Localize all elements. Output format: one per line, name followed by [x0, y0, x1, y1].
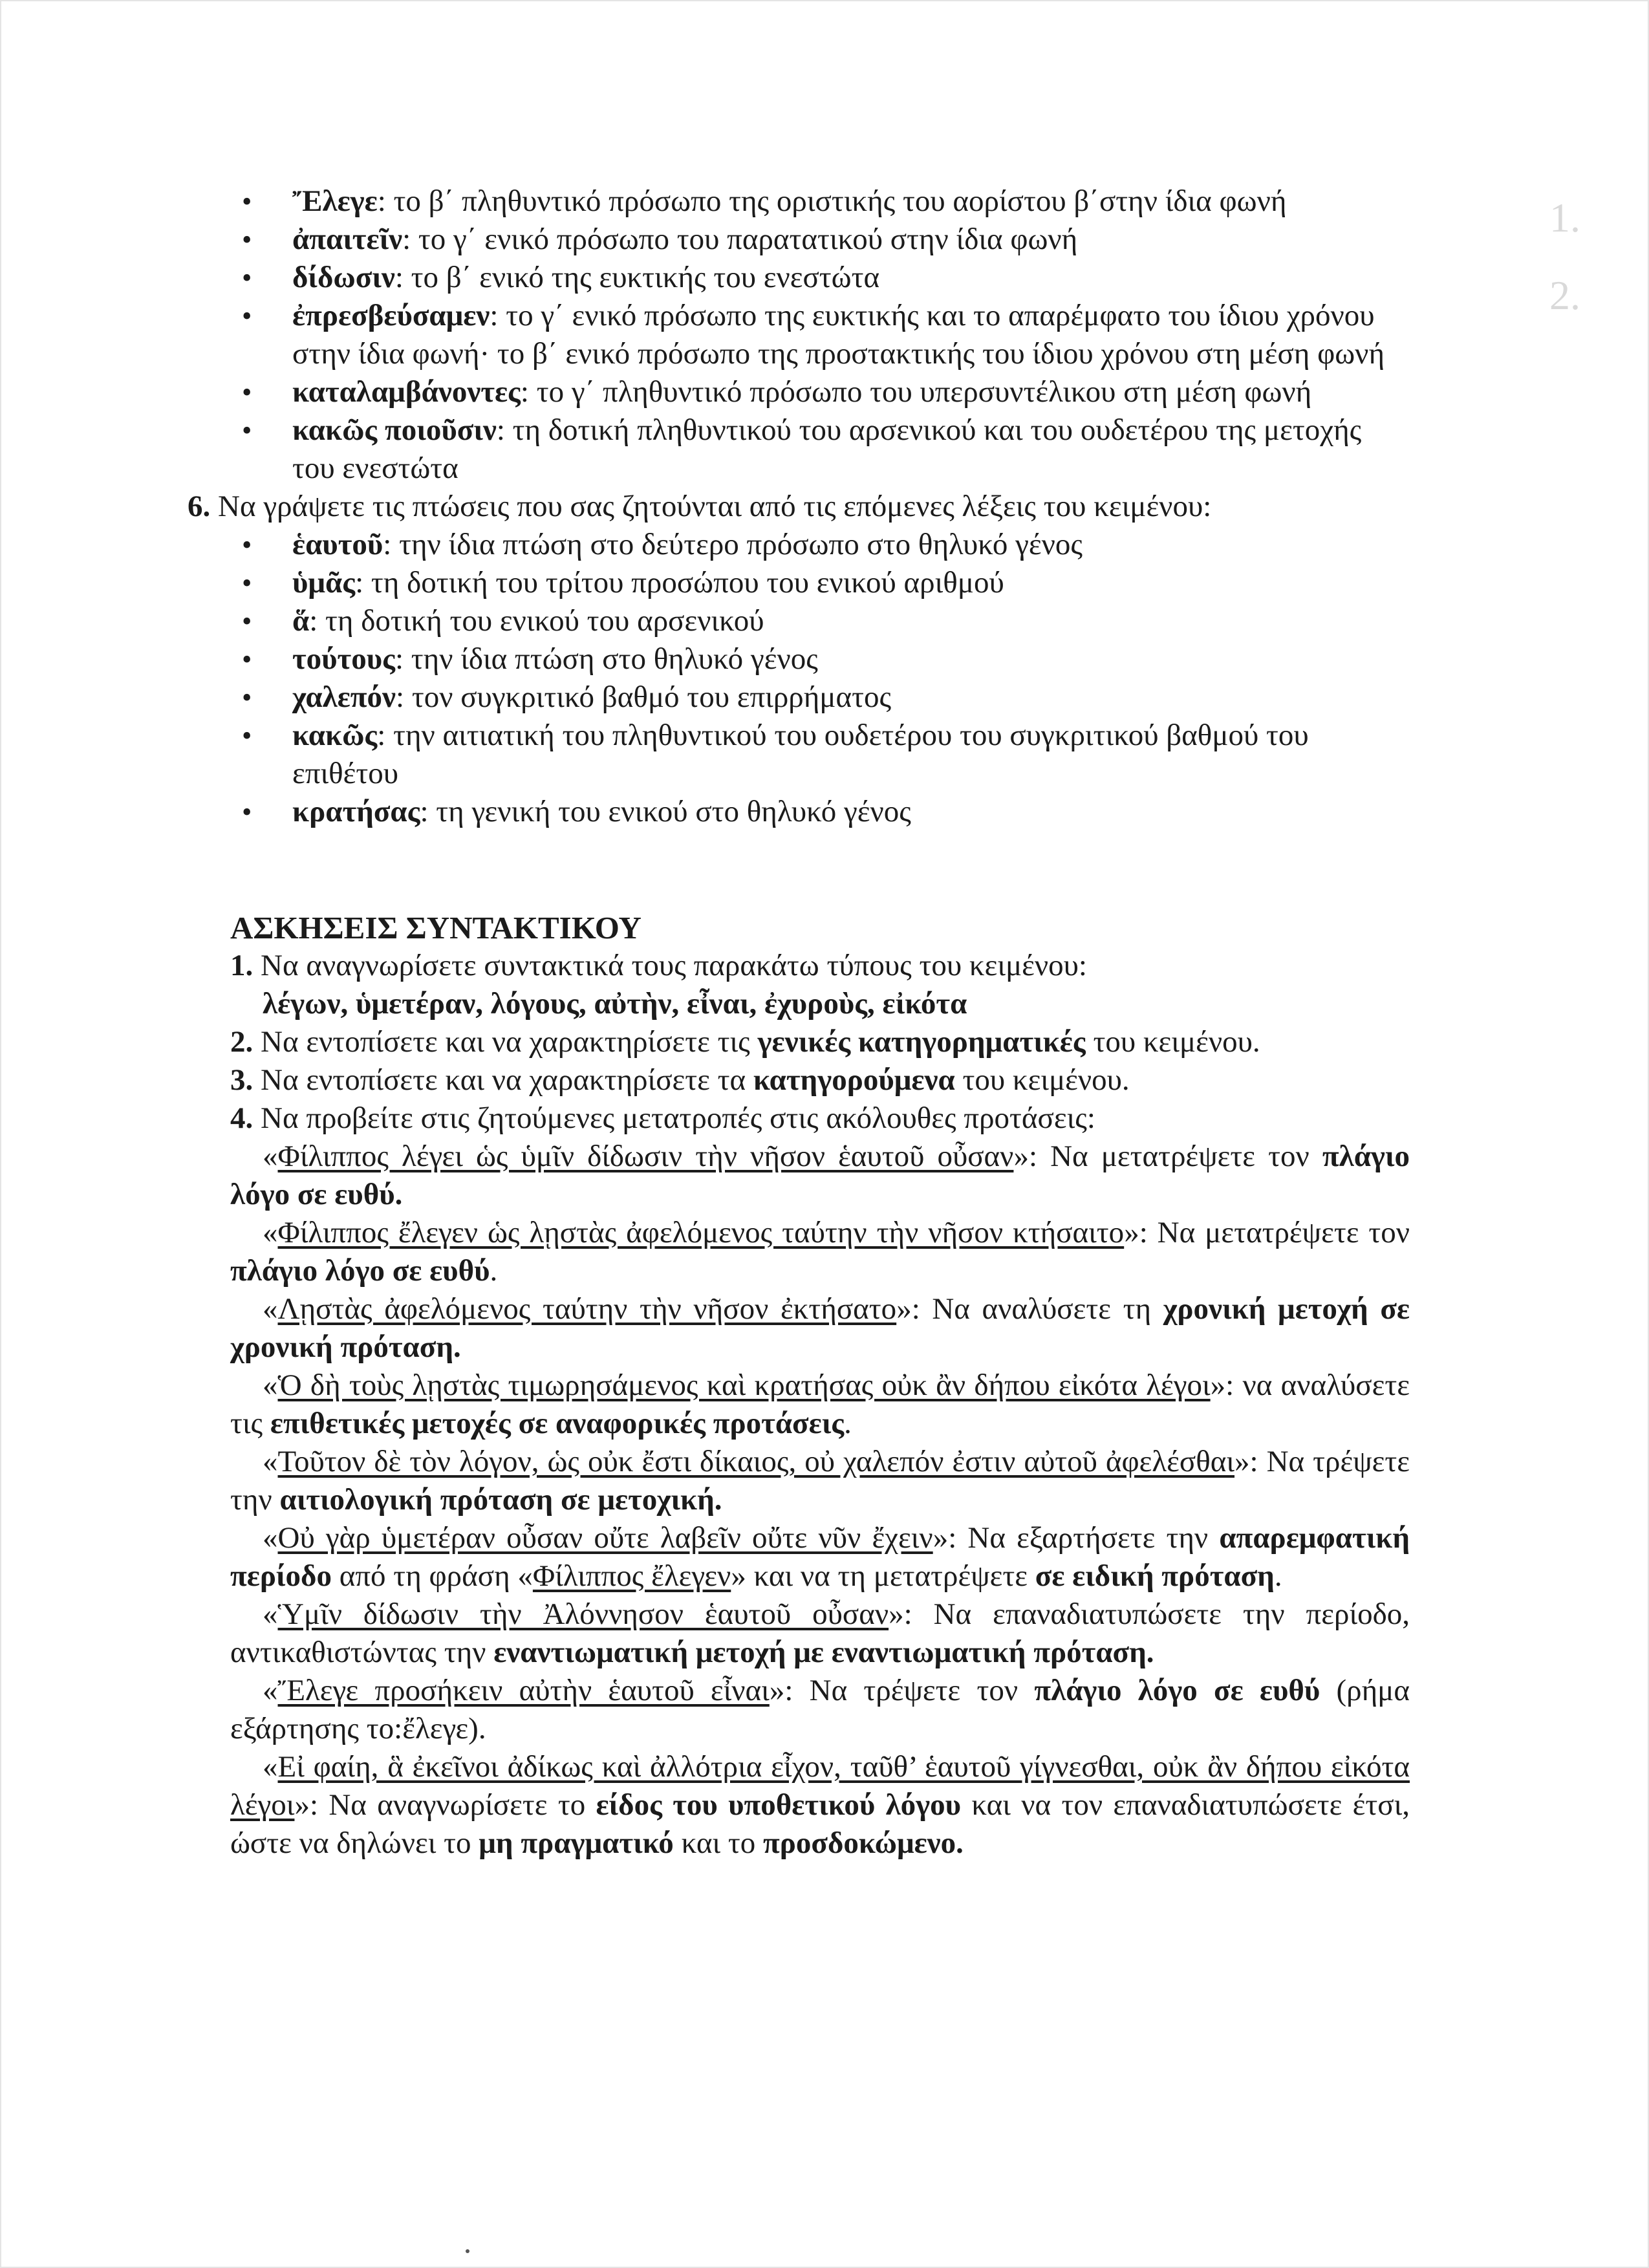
- list-item: • δίδωσιν: το β΄ ενικό της ευκτικής του ενεστώτα: [230, 259, 1410, 297]
- exercise-number: 4.: [230, 1101, 253, 1135]
- scan-speck: [466, 2249, 469, 2253]
- exercise-1: [230, 947, 1410, 985]
- text-span: : Να αναλύσετε τη: [911, 1292, 1163, 1326]
- term: ὑμᾶς: [292, 566, 356, 599]
- quoted-sentence: Λῃστὰς ἀφελόμενος ταύτην τὴν νῆσον ἐκτήσατο: [277, 1292, 897, 1326]
- term: κακῶς ποιοῦσιν: [292, 413, 497, 447]
- list-item: • κακῶς ποιοῦσιν: τη δοτική πληθυντικού του αρσενικού και του ουδετέρου της μετοχής του ενεστώτα: [230, 411, 1410, 488]
- term: ἀπαιτεῖν: [292, 222, 403, 256]
- text-span: .: [1274, 1559, 1282, 1593]
- emphasis: πλάγιο λόγο σε ευθύ.: [230, 1139, 1410, 1211]
- description: τη δοτική πληθυντικού του αρσενικού και του ουδετέρου της μετοχής του ενεστώτα: [292, 413, 1362, 485]
- section-title: ΑΣΚΗΣΕΙΣ ΣΥΝΤΑΚΤΙΚΟΥ: [230, 910, 641, 945]
- term: τούτους: [292, 642, 395, 676]
- list-item: • κρατήσας: τη γενική του ενικού στο θηλυκό γένος: [230, 793, 1410, 831]
- emphasis: απαρεμφατική περίοδο: [230, 1521, 1410, 1593]
- description: το γ΄ ενικό πρόσωπο του παρατατικού στην ίδια φωνή: [418, 222, 1078, 256]
- conversion-item: «Ὑμῖν δίδωσιν τὴν Ἀλόννησον ἑαυτοῦ οὖσαν»: Να επαναδιατυπώσετε την περίοδο, αντικαθιστώντας την εναντιωματική μετοχή με εναντιωματική πρόταση.: [230, 1597, 1410, 1669]
- emphasis: επιθετικές μετοχές σε αναφορικές προτάσεις: [270, 1407, 845, 1440]
- quoted-sentence: Οὐ γὰρ ὑμετέραν οὖσαν οὔτε λαβεῖν οὔτε νῦν ἔχειν: [277, 1521, 933, 1555]
- exercise-number: 1.: [230, 949, 253, 982]
- emphasis: γενικές κατηγορηματικές: [757, 1025, 1086, 1059]
- document-body: [188, 182, 1410, 1863]
- conversion-item: «Ὁ δὴ τοὺς λῃστὰς τιμωρησάμενος καὶ κρατήσας οὐκ ἂν δήπου εἰκότα λέγοι»: να αναλύσετε τις επιθετικές μετοχές σε αναφορικές προτάσεις.: [230, 1368, 1410, 1440]
- exercise-text: Να προβείτε στις ζητούμενες μετατροπές στις ακόλουθες προτάσεις:: [261, 1101, 1095, 1135]
- conversion-item: «Λῃστὰς ἀφελόμενος ταύτην τὴν νῆσον ἐκτήσατο»: Να αναλύσετε τη χρονική μετοχή σε χρονική πρόταση.: [230, 1292, 1410, 1364]
- term: Ἔλεγε: [292, 184, 378, 218]
- text-span: από τη φράση «: [331, 1559, 533, 1593]
- emphasis: μη πραγματικό: [479, 1826, 674, 1860]
- text-span: » και να τη μετατρέψετε: [731, 1559, 1035, 1593]
- exercise-1-words: λέγων, ὑμετέραν, λόγους, αὐτὴν, εἶναι, ἐχυροὺς, εἰκότα: [263, 987, 967, 1021]
- list-item: • ἀπαιτεῖν: το γ΄ ενικό πρόσωπο του παρατατικού στην ίδια φωνή: [230, 221, 1410, 259]
- question-number: 6.: [188, 490, 211, 523]
- text-span: Να εντοπίσετε και να χαρακτηρίσετε τα: [261, 1063, 753, 1097]
- description: το β΄ ενικό της ευκτικής του ενεστώτα: [411, 261, 880, 294]
- emphasis: προσδοκώμενο.: [763, 1826, 964, 1860]
- description: το β΄ πληθυντικό πρόσωπο της οριστικής του αορίστου β΄στην ίδια φωνή: [393, 184, 1287, 218]
- text-span: : Να τρέψετε την: [230, 1445, 1410, 1517]
- text-span: και να τον επαναδιατυπώσετε έτσι, ώστε να δηλώνει το: [230, 1788, 1410, 1860]
- term: κακῶς: [292, 718, 378, 752]
- conversion-item: «Τοῦτον δὲ τὸν λόγον, ὡς οὐκ ἔστι δίκαιος, οὐ χαλεπόν ἐστιν αὐτοῦ ἀφελέσθαι»: Να τρέψετε την αιτιολογική πρόταση σε μετοχική.: [230, 1445, 1410, 1517]
- emphasis: αιτιολογική πρόταση σε μετοχική.: [279, 1483, 722, 1517]
- description: το γ΄ ενικό πρόσωπο της ευκτικής και το απαρέμφατο του ίδιου χρόνου στην ίδια φωνή· το β΄ ενικό πρόσωπο της προστακτικής του ίδιου χρόνου στη μέση φωνή: [292, 299, 1385, 371]
- quoted-sentence: Ὑμῖν δίδωσιν τὴν Ἀλόννησον ἑαυτοῦ οὖσαν: [277, 1597, 889, 1631]
- exercise-3: [230, 1061, 1410, 1099]
- emphasis: πλάγιο λόγο σε ευθύ: [230, 1254, 490, 1288]
- emphasis: είδος του υποθετικού λόγου: [596, 1788, 962, 1822]
- description: τη γενική του ενικού στο θηλυκό γένος: [436, 795, 911, 828]
- description: την ίδια πτώση στο δεύτερο πρόσωπο στο θηλυκό γένος: [399, 528, 1083, 561]
- term: ἐπρεσβεύσαμεν: [292, 299, 490, 332]
- text-span: του κειμένου.: [954, 1063, 1130, 1097]
- list-item: • ὑμᾶς: τη δοτική του τρίτου προσώπου του ενικού αριθμού: [230, 564, 1410, 602]
- description: την αιτιατική του πληθυντικού του ουδετέρου του συγκριτικού βαθμού του επιθέτου: [292, 718, 1309, 790]
- description: την ίδια πτώση στο θηλυκό γένος: [411, 642, 818, 676]
- text-span: : να αναλύσετε τις: [230, 1368, 1410, 1440]
- quoted-sentence: Εἰ φαίη, ἃ ἐκεῖνοι ἀδίκως καὶ ἀλλότρια εἶχον, ταῦθ’ ἑαυτοῦ γίγνεσθαι, οὐκ ἂν δήπου εἰκότα λέγοι: [230, 1750, 1410, 1822]
- exercise-number: 3.: [230, 1063, 253, 1097]
- list-item: • τούτους: την ίδια πτώση στο θηλυκό γένος: [230, 640, 1410, 678]
- term: χαλεπόν: [292, 680, 396, 714]
- conversion-item: «Οὐ γὰρ ὑμετέραν οὖσαν οὔτε λαβεῖν οὔτε νῦν ἔχειν»: Να εξαρτήσετε την απαρεμφατική περίοδο από τη φράση «Φίλιππος ἔλεγεν» και να τη μετατρέψετε σε ειδική πρόταση.: [230, 1521, 1410, 1593]
- text-span: : Να επαναδιατυπώσετε την περίοδο, αντικαθιστώντας την: [230, 1597, 1410, 1669]
- term: καταλαμβάνοντες: [292, 375, 521, 409]
- text-span: .: [844, 1407, 852, 1440]
- list-item: • χαλεπόν: τον συγκριτικό βαθμό του επιρρήματος: [230, 678, 1410, 717]
- term: ἑαυτοῦ: [292, 528, 383, 561]
- quoted-sentence: Ἔλεγε προσήκειν αὐτὴν ἑαυτοῦ εἶναι: [277, 1674, 770, 1707]
- emphasis: χρονική μετοχή σε χρονική πρόταση.: [230, 1292, 1410, 1364]
- text-span: : Να μετατρέψετε τον: [1139, 1216, 1410, 1249]
- emphasis: πλάγιο λόγο σε ευθύ: [1034, 1674, 1320, 1707]
- text-span: : Να εξαρτήσετε την: [948, 1521, 1220, 1555]
- conversion-item: «Ἔλεγε προσήκειν αὐτὴν ἑαυτοῦ εἶναι»: Να τρέψετε τον πλάγιο λόγο σε ευθύ (ρήμα εξάρτησης το:ἔλεγε).: [230, 1674, 1410, 1745]
- list-item: • ἅ: τη δοτική του ενικού του αρσενικού: [230, 602, 1410, 640]
- text-span: και το: [673, 1826, 763, 1860]
- list-item: • καταλαμβάνοντες: το γ΄ πληθυντικό πρόσωπο του υπερσυντέλικου στη μέση φωνή: [230, 373, 1410, 411]
- exercise-text: Να αναγνωρίσετε συντακτικά τους παρακάτω τύπους του κειμένου:: [261, 949, 1087, 982]
- emphasis: εναντιωματική μετοχή με εναντιωματική πρόταση.: [493, 1636, 1154, 1669]
- quoted-sentence: Τοῦτον δὲ τὸν λόγον, ὡς οὐκ ἔστι δίκαιος, οὐ χαλεπόν ἐστιν αὐτοῦ ἀφελέσθαι: [277, 1445, 1235, 1478]
- quoted-sentence: Φίλιππος ἔλεγεν: [532, 1559, 731, 1593]
- quoted-sentence: Φίλιππος λέγει ὡς ὑμῖν δίδωσιν τὴν νῆσον ἑαυτοῦ οὖσαν: [277, 1139, 1014, 1173]
- cases-list: [230, 526, 1410, 831]
- text-span: : Να τρέψετε τον: [784, 1674, 1035, 1707]
- exercise-2: [230, 1023, 1410, 1061]
- list-item: • Ἔλεγε: το β΄ πληθυντικό πρόσωπο της οριστικής του αορίστου β΄στην ίδια φωνή: [230, 182, 1410, 221]
- conversion-item: «Εἰ φαίη, ἃ ἐκεῖνοι ἀδίκως καὶ ἀλλότρια εἶχον, ταῦθ’ ἑαυτοῦ γίγνεσθαι, οὐκ ἂν δήπου εἰκότα λέγοι»: Να αναγνωρίσετε το είδος του υποθετικού λόγου και να τον επαναδιατυπώσετε έτσι, ώστε να δηλώνει το μη πραγματικό και το προσδοκώμενο.: [230, 1750, 1410, 1860]
- conversion-item: «Φίλιππος ἔλεγεν ὡς λῃστὰς ἀφελόμενος ταύτην τὴν νῆσον κτήσαιτο»: Να μετατρέψετε τον πλάγιο λόγο σε ευθύ.: [230, 1216, 1410, 1288]
- description: τον συγκριτικό βαθμό του επιρρήματος: [411, 680, 892, 714]
- text-span: Να εντοπίσετε και να χαρακτηρίσετε τις: [261, 1025, 758, 1059]
- question-text: Να γράψετε τις πτώσεις που σας ζητούνται από τις επόμενες λέξεις του κειμένου:: [218, 490, 1212, 523]
- emphasis: σε ειδική πρόταση: [1035, 1559, 1275, 1593]
- text-span: του κειμένου.: [1085, 1025, 1260, 1059]
- text-span: : Να αναγνωρίσετε το: [309, 1788, 596, 1822]
- bleed-through-mark: 2.: [1549, 272, 1580, 318]
- question-6: [188, 488, 1410, 526]
- exercise-number: 2.: [230, 1025, 253, 1059]
- description: τη δοτική του τρίτου προσώπου του ενικού αριθμού: [371, 566, 1004, 599]
- quoted-sentence: Φίλιππος ἔλεγεν ὡς λῃστὰς ἀφελόμενος ταύτην τὴν νῆσον κτήσαιτο: [277, 1216, 1125, 1249]
- text-span: (ρήμα εξάρτησης το:ἔλεγε).: [230, 1674, 1410, 1745]
- list-item: • κακῶς: την αιτιατική του πληθυντικού του ουδετέρου του συγκριτικού βαθμού του επιθέτου: [230, 717, 1410, 793]
- bleed-through-mark: 1.: [1549, 195, 1580, 241]
- description: τη δοτική του ενικού του αρσενικού: [325, 604, 764, 638]
- text-span: : Να μετατρέψετε τον: [1028, 1139, 1322, 1173]
- term: κρατήσας: [292, 795, 420, 828]
- exercise-4: [230, 1099, 1410, 1138]
- morphology-list: [230, 182, 1410, 488]
- term: δίδωσιν: [292, 261, 395, 294]
- emphasis: κατηγορούμενα: [753, 1063, 955, 1097]
- spacer: [230, 831, 1410, 909]
- term: ἅ: [292, 604, 310, 638]
- list-item: • ἐπρεσβεύσαμεν: το γ΄ ενικό πρόσωπο της ευκτικής και το απαρέμφατο του ίδιου χρόνου στην ίδια φωνή· το β΄ ενικό πρόσωπο της προστακτικής του ίδιου χρόνου στη μέση φωνή: [230, 297, 1410, 373]
- quoted-sentence: Ὁ δὴ τοὺς λῃστὰς τιμωρησάμενος καὶ κρατήσας οὐκ ἂν δήπου εἰκότα λέγοι: [277, 1368, 1211, 1402]
- list-item: • ἑαυτοῦ: την ίδια πτώση στο δεύτερο πρόσωπο στο θηλυκό γένος: [230, 526, 1410, 564]
- text-span: .: [490, 1254, 498, 1288]
- description: το γ΄ πληθυντικό πρόσωπο του υπερσυντέλικου στη μέση φωνή: [536, 375, 1312, 409]
- conversion-item: «Φίλιππος λέγει ὡς ὑμῖν δίδωσιν τὴν νῆσον ἑαυτοῦ οὖσαν»: Να μετατρέψετε τον πλάγιο λόγο σε ευθύ.: [230, 1139, 1410, 1211]
